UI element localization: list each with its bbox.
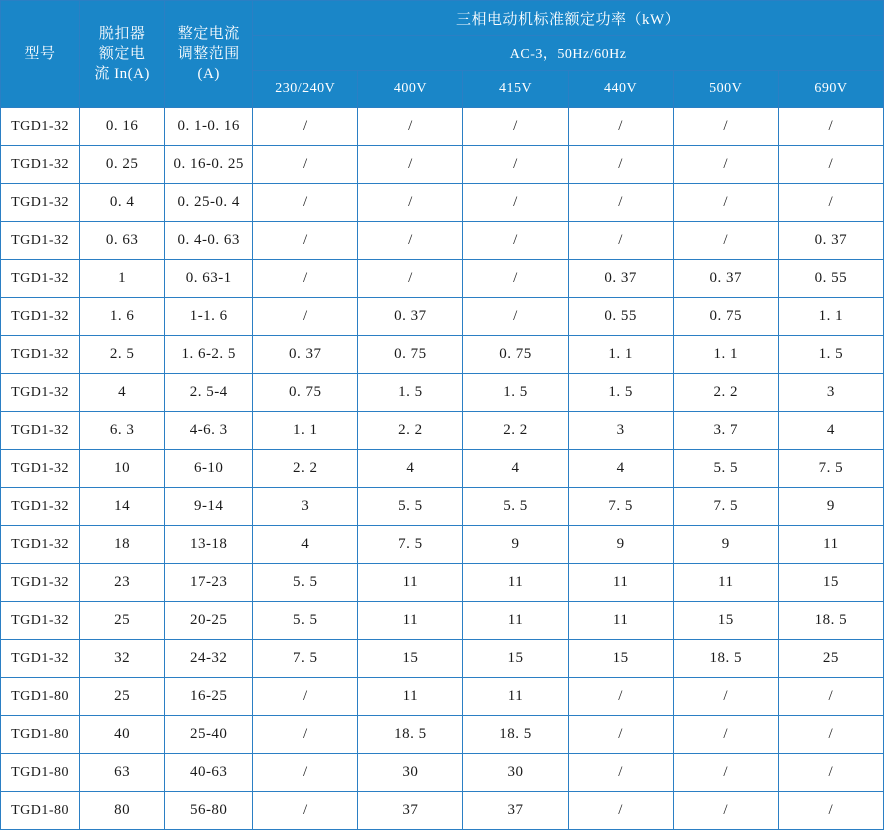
header-voltage-400v: 400V <box>358 71 463 108</box>
cell-power-690V: / <box>778 792 883 830</box>
cell-power-400V: / <box>358 222 463 260</box>
cell-power-440V: / <box>568 184 673 222</box>
table-row <box>1 412 884 450</box>
cell-trip-current: 25 <box>80 602 165 640</box>
cell-adjust-range: 9-14 <box>165 488 253 526</box>
table-row <box>1 260 884 298</box>
cell-power-400V: 2. 2 <box>358 412 463 450</box>
cell-power-230/240V: 3 <box>253 488 358 526</box>
table-row <box>1 336 884 374</box>
cell-trip-current: 6. 3 <box>80 412 165 450</box>
cell-power-415V: / <box>463 222 568 260</box>
cell-power-440V: / <box>568 716 673 754</box>
cell-power-230/240V: 0. 75 <box>253 374 358 412</box>
header-trip-current-line-3: 流 In(A) <box>94 66 150 83</box>
cell-power-440V: / <box>568 678 673 716</box>
cell-trip-current: 2. 5 <box>80 336 165 374</box>
cell-adjust-range: 0. 16-0. 25 <box>165 146 253 184</box>
cell-power-440V: 9 <box>568 526 673 564</box>
cell-power-500V: 11 <box>673 564 778 602</box>
header-adjust-range-line-2: 调整范围 <box>177 45 240 62</box>
table-row <box>1 298 884 336</box>
cell-power-440V: / <box>568 792 673 830</box>
cell-adjust-range: 0. 25-0. 4 <box>165 184 253 222</box>
cell-power-400V: / <box>358 260 463 298</box>
cell-power-440V: / <box>568 108 673 146</box>
cell-power-690V: 9 <box>778 488 883 526</box>
cell-power-400V: 4 <box>358 450 463 488</box>
cell-trip-current: 1 <box>80 260 165 298</box>
cell-power-690V: / <box>778 184 883 222</box>
header-voltage-230-240v: 230/240V <box>253 71 358 108</box>
cell-adjust-range: 17-23 <box>165 564 253 602</box>
cell-model: TGD1-32 <box>1 526 80 564</box>
cell-power-230/240V: / <box>253 108 358 146</box>
cell-power-440V: / <box>568 754 673 792</box>
cell-power-690V: 4 <box>778 412 883 450</box>
cell-power-440V: 15 <box>568 640 673 678</box>
header-group-sub: AC-3，50Hz/60Hz <box>253 36 884 71</box>
cell-power-230/240V: / <box>253 222 358 260</box>
cell-power-500V: / <box>673 792 778 830</box>
cell-model: TGD1-32 <box>1 184 80 222</box>
cell-power-415V: 11 <box>463 602 568 640</box>
cell-adjust-range: 0. 1-0. 16 <box>165 108 253 146</box>
cell-power-690V: 1. 1 <box>778 298 883 336</box>
cell-adjust-range: 20-25 <box>165 602 253 640</box>
cell-power-400V: 11 <box>358 602 463 640</box>
cell-power-415V: 4 <box>463 450 568 488</box>
cell-power-400V: 18. 5 <box>358 716 463 754</box>
cell-model: TGD1-32 <box>1 374 80 412</box>
cell-trip-current: 0. 4 <box>80 184 165 222</box>
cell-power-500V: 0. 37 <box>673 260 778 298</box>
table-row <box>1 602 884 640</box>
cell-power-230/240V: / <box>253 792 358 830</box>
cell-power-415V: 1. 5 <box>463 374 568 412</box>
cell-power-415V: / <box>463 260 568 298</box>
cell-power-440V: 1. 5 <box>568 374 673 412</box>
cell-power-415V: 18. 5 <box>463 716 568 754</box>
cell-power-690V: 15 <box>778 564 883 602</box>
cell-power-690V: / <box>778 146 883 184</box>
cell-power-500V: / <box>673 716 778 754</box>
cell-power-415V: 9 <box>463 526 568 564</box>
cell-power-500V: 15 <box>673 602 778 640</box>
cell-trip-current: 63 <box>80 754 165 792</box>
cell-trip-current: 4 <box>80 374 165 412</box>
table-row <box>1 184 884 222</box>
cell-model: TGD1-32 <box>1 336 80 374</box>
cell-power-440V: 11 <box>568 564 673 602</box>
cell-power-690V: / <box>778 754 883 792</box>
cell-power-230/240V: 0. 37 <box>253 336 358 374</box>
table-row <box>1 526 884 564</box>
cell-adjust-range: 0. 63-1 <box>165 260 253 298</box>
cell-adjust-range: 56-80 <box>165 792 253 830</box>
cell-power-400V: 15 <box>358 640 463 678</box>
cell-model: TGD1-32 <box>1 260 80 298</box>
cell-power-440V: 1. 1 <box>568 336 673 374</box>
cell-power-500V: 5. 5 <box>673 450 778 488</box>
header-voltage-690v: 690V <box>778 71 883 108</box>
cell-power-415V: 0. 75 <box>463 336 568 374</box>
cell-power-690V: 0. 37 <box>778 222 883 260</box>
cell-model: TGD1-32 <box>1 450 80 488</box>
cell-power-230/240V: / <box>253 146 358 184</box>
cell-trip-current: 40 <box>80 716 165 754</box>
cell-power-230/240V: / <box>253 678 358 716</box>
cell-model: TGD1-80 <box>1 792 80 830</box>
cell-adjust-range: 1-1. 6 <box>165 298 253 336</box>
cell-power-440V: 11 <box>568 602 673 640</box>
cell-model: TGD1-80 <box>1 678 80 716</box>
header-voltage-440v: 440V <box>568 71 673 108</box>
cell-power-500V: / <box>673 108 778 146</box>
cell-power-440V: 0. 55 <box>568 298 673 336</box>
cell-adjust-range: 13-18 <box>165 526 253 564</box>
header-row-group-title <box>1 1 884 36</box>
cell-power-690V: 1. 5 <box>778 336 883 374</box>
cell-model: TGD1-32 <box>1 108 80 146</box>
cell-trip-current: 0. 25 <box>80 146 165 184</box>
cell-power-415V: 30 <box>463 754 568 792</box>
header-adjust-range-line-3: (A) <box>197 66 220 83</box>
cell-power-400V: 30 <box>358 754 463 792</box>
cell-trip-current: 23 <box>80 564 165 602</box>
cell-power-230/240V: 2. 2 <box>253 450 358 488</box>
header-adjust-range-line-1: 整定电流 <box>177 25 240 42</box>
cell-power-500V: 3. 7 <box>673 412 778 450</box>
cell-power-230/240V: 1. 1 <box>253 412 358 450</box>
cell-power-400V: 1. 5 <box>358 374 463 412</box>
cell-power-415V: 15 <box>463 640 568 678</box>
cell-power-415V: / <box>463 184 568 222</box>
table-row <box>1 754 884 792</box>
cell-power-440V: / <box>568 146 673 184</box>
cell-adjust-range: 1. 6-2. 5 <box>165 336 253 374</box>
cell-power-500V: 0. 75 <box>673 298 778 336</box>
cell-power-690V: / <box>778 716 883 754</box>
cell-power-690V: 0. 55 <box>778 260 883 298</box>
cell-power-415V: 5. 5 <box>463 488 568 526</box>
table-row <box>1 792 884 830</box>
cell-trip-current: 0. 16 <box>80 108 165 146</box>
cell-power-400V: 37 <box>358 792 463 830</box>
header-voltage-500v: 500V <box>673 71 778 108</box>
table-body <box>1 108 884 830</box>
cell-power-230/240V: / <box>253 184 358 222</box>
cell-power-415V: / <box>463 298 568 336</box>
cell-power-500V: 2. 2 <box>673 374 778 412</box>
cell-power-440V: 7. 5 <box>568 488 673 526</box>
header-trip-current <box>80 1 165 108</box>
table-row <box>1 564 884 602</box>
cell-power-415V: 11 <box>463 678 568 716</box>
cell-power-415V: 37 <box>463 792 568 830</box>
cell-power-230/240V: 5. 5 <box>253 564 358 602</box>
cell-trip-current: 18 <box>80 526 165 564</box>
cell-adjust-range: 0. 4-0. 63 <box>165 222 253 260</box>
cell-power-400V: 0. 37 <box>358 298 463 336</box>
cell-model: TGD1-32 <box>1 640 80 678</box>
cell-model: TGD1-32 <box>1 564 80 602</box>
cell-adjust-range: 24-32 <box>165 640 253 678</box>
cell-adjust-range: 40-63 <box>165 754 253 792</box>
table-row <box>1 450 884 488</box>
cell-power-440V: 3 <box>568 412 673 450</box>
cell-power-230/240V: 4 <box>253 526 358 564</box>
table-row <box>1 374 884 412</box>
cell-power-400V: 5. 5 <box>358 488 463 526</box>
cell-power-500V: / <box>673 184 778 222</box>
table-row <box>1 716 884 754</box>
header-adjust-range <box>165 1 253 108</box>
cell-trip-current: 80 <box>80 792 165 830</box>
cell-trip-current: 0. 63 <box>80 222 165 260</box>
cell-power-400V: / <box>358 108 463 146</box>
header-model: 型号 <box>1 1 80 108</box>
cell-power-415V: 11 <box>463 564 568 602</box>
cell-power-230/240V: 5. 5 <box>253 602 358 640</box>
cell-power-415V: / <box>463 146 568 184</box>
cell-power-690V: / <box>778 108 883 146</box>
cell-model: TGD1-32 <box>1 602 80 640</box>
cell-trip-current: 32 <box>80 640 165 678</box>
table-row <box>1 488 884 526</box>
cell-power-500V: / <box>673 146 778 184</box>
cell-power-400V: 11 <box>358 678 463 716</box>
cell-model: TGD1-32 <box>1 222 80 260</box>
cell-trip-current: 25 <box>80 678 165 716</box>
cell-power-400V: / <box>358 184 463 222</box>
cell-power-690V: 25 <box>778 640 883 678</box>
cell-power-690V: / <box>778 678 883 716</box>
cell-power-440V: 4 <box>568 450 673 488</box>
cell-adjust-range: 2. 5-4 <box>165 374 253 412</box>
cell-power-500V: / <box>673 678 778 716</box>
table-row <box>1 222 884 260</box>
table-row <box>1 678 884 716</box>
cell-power-690V: 3 <box>778 374 883 412</box>
table-row <box>1 108 884 146</box>
cell-power-400V: / <box>358 146 463 184</box>
cell-model: TGD1-32 <box>1 298 80 336</box>
cell-power-230/240V: / <box>253 754 358 792</box>
cell-power-230/240V: / <box>253 716 358 754</box>
table-header <box>1 1 884 108</box>
header-group-title: 三相电动机标准额定功率（kW） <box>253 1 884 36</box>
cell-power-500V: 18. 5 <box>673 640 778 678</box>
cell-power-400V: 0. 75 <box>358 336 463 374</box>
cell-power-690V: 7. 5 <box>778 450 883 488</box>
cell-trip-current: 1. 6 <box>80 298 165 336</box>
cell-adjust-range: 4-6. 3 <box>165 412 253 450</box>
cell-power-500V: / <box>673 754 778 792</box>
cell-power-690V: 18. 5 <box>778 602 883 640</box>
cell-trip-current: 14 <box>80 488 165 526</box>
cell-adjust-range: 6-10 <box>165 450 253 488</box>
cell-power-415V: 2. 2 <box>463 412 568 450</box>
cell-power-400V: 11 <box>358 564 463 602</box>
cell-power-500V: 9 <box>673 526 778 564</box>
cell-power-690V: 11 <box>778 526 883 564</box>
cell-power-500V: / <box>673 222 778 260</box>
cell-model: TGD1-32 <box>1 146 80 184</box>
cell-power-230/240V: 7. 5 <box>253 640 358 678</box>
cell-adjust-range: 25-40 <box>165 716 253 754</box>
cell-power-500V: 7. 5 <box>673 488 778 526</box>
cell-model: TGD1-80 <box>1 754 80 792</box>
cell-power-400V: 7. 5 <box>358 526 463 564</box>
cell-adjust-range: 16-25 <box>165 678 253 716</box>
cell-power-440V: / <box>568 222 673 260</box>
cell-power-415V: / <box>463 108 568 146</box>
header-trip-current-line-1: 脱扣器 <box>98 25 146 42</box>
cell-power-440V: 0. 37 <box>568 260 673 298</box>
cell-model: TGD1-32 <box>1 488 80 526</box>
cell-power-500V: 1. 1 <box>673 336 778 374</box>
cell-model: TGD1-80 <box>1 716 80 754</box>
cell-power-230/240V: / <box>253 260 358 298</box>
cell-model: TGD1-32 <box>1 412 80 450</box>
header-voltage-415v: 415V <box>463 71 568 108</box>
table-row <box>1 640 884 678</box>
table-row <box>1 146 884 184</box>
cell-power-230/240V: / <box>253 298 358 336</box>
cell-trip-current: 10 <box>80 450 165 488</box>
header-trip-current-line-2: 额定电 <box>98 45 146 62</box>
